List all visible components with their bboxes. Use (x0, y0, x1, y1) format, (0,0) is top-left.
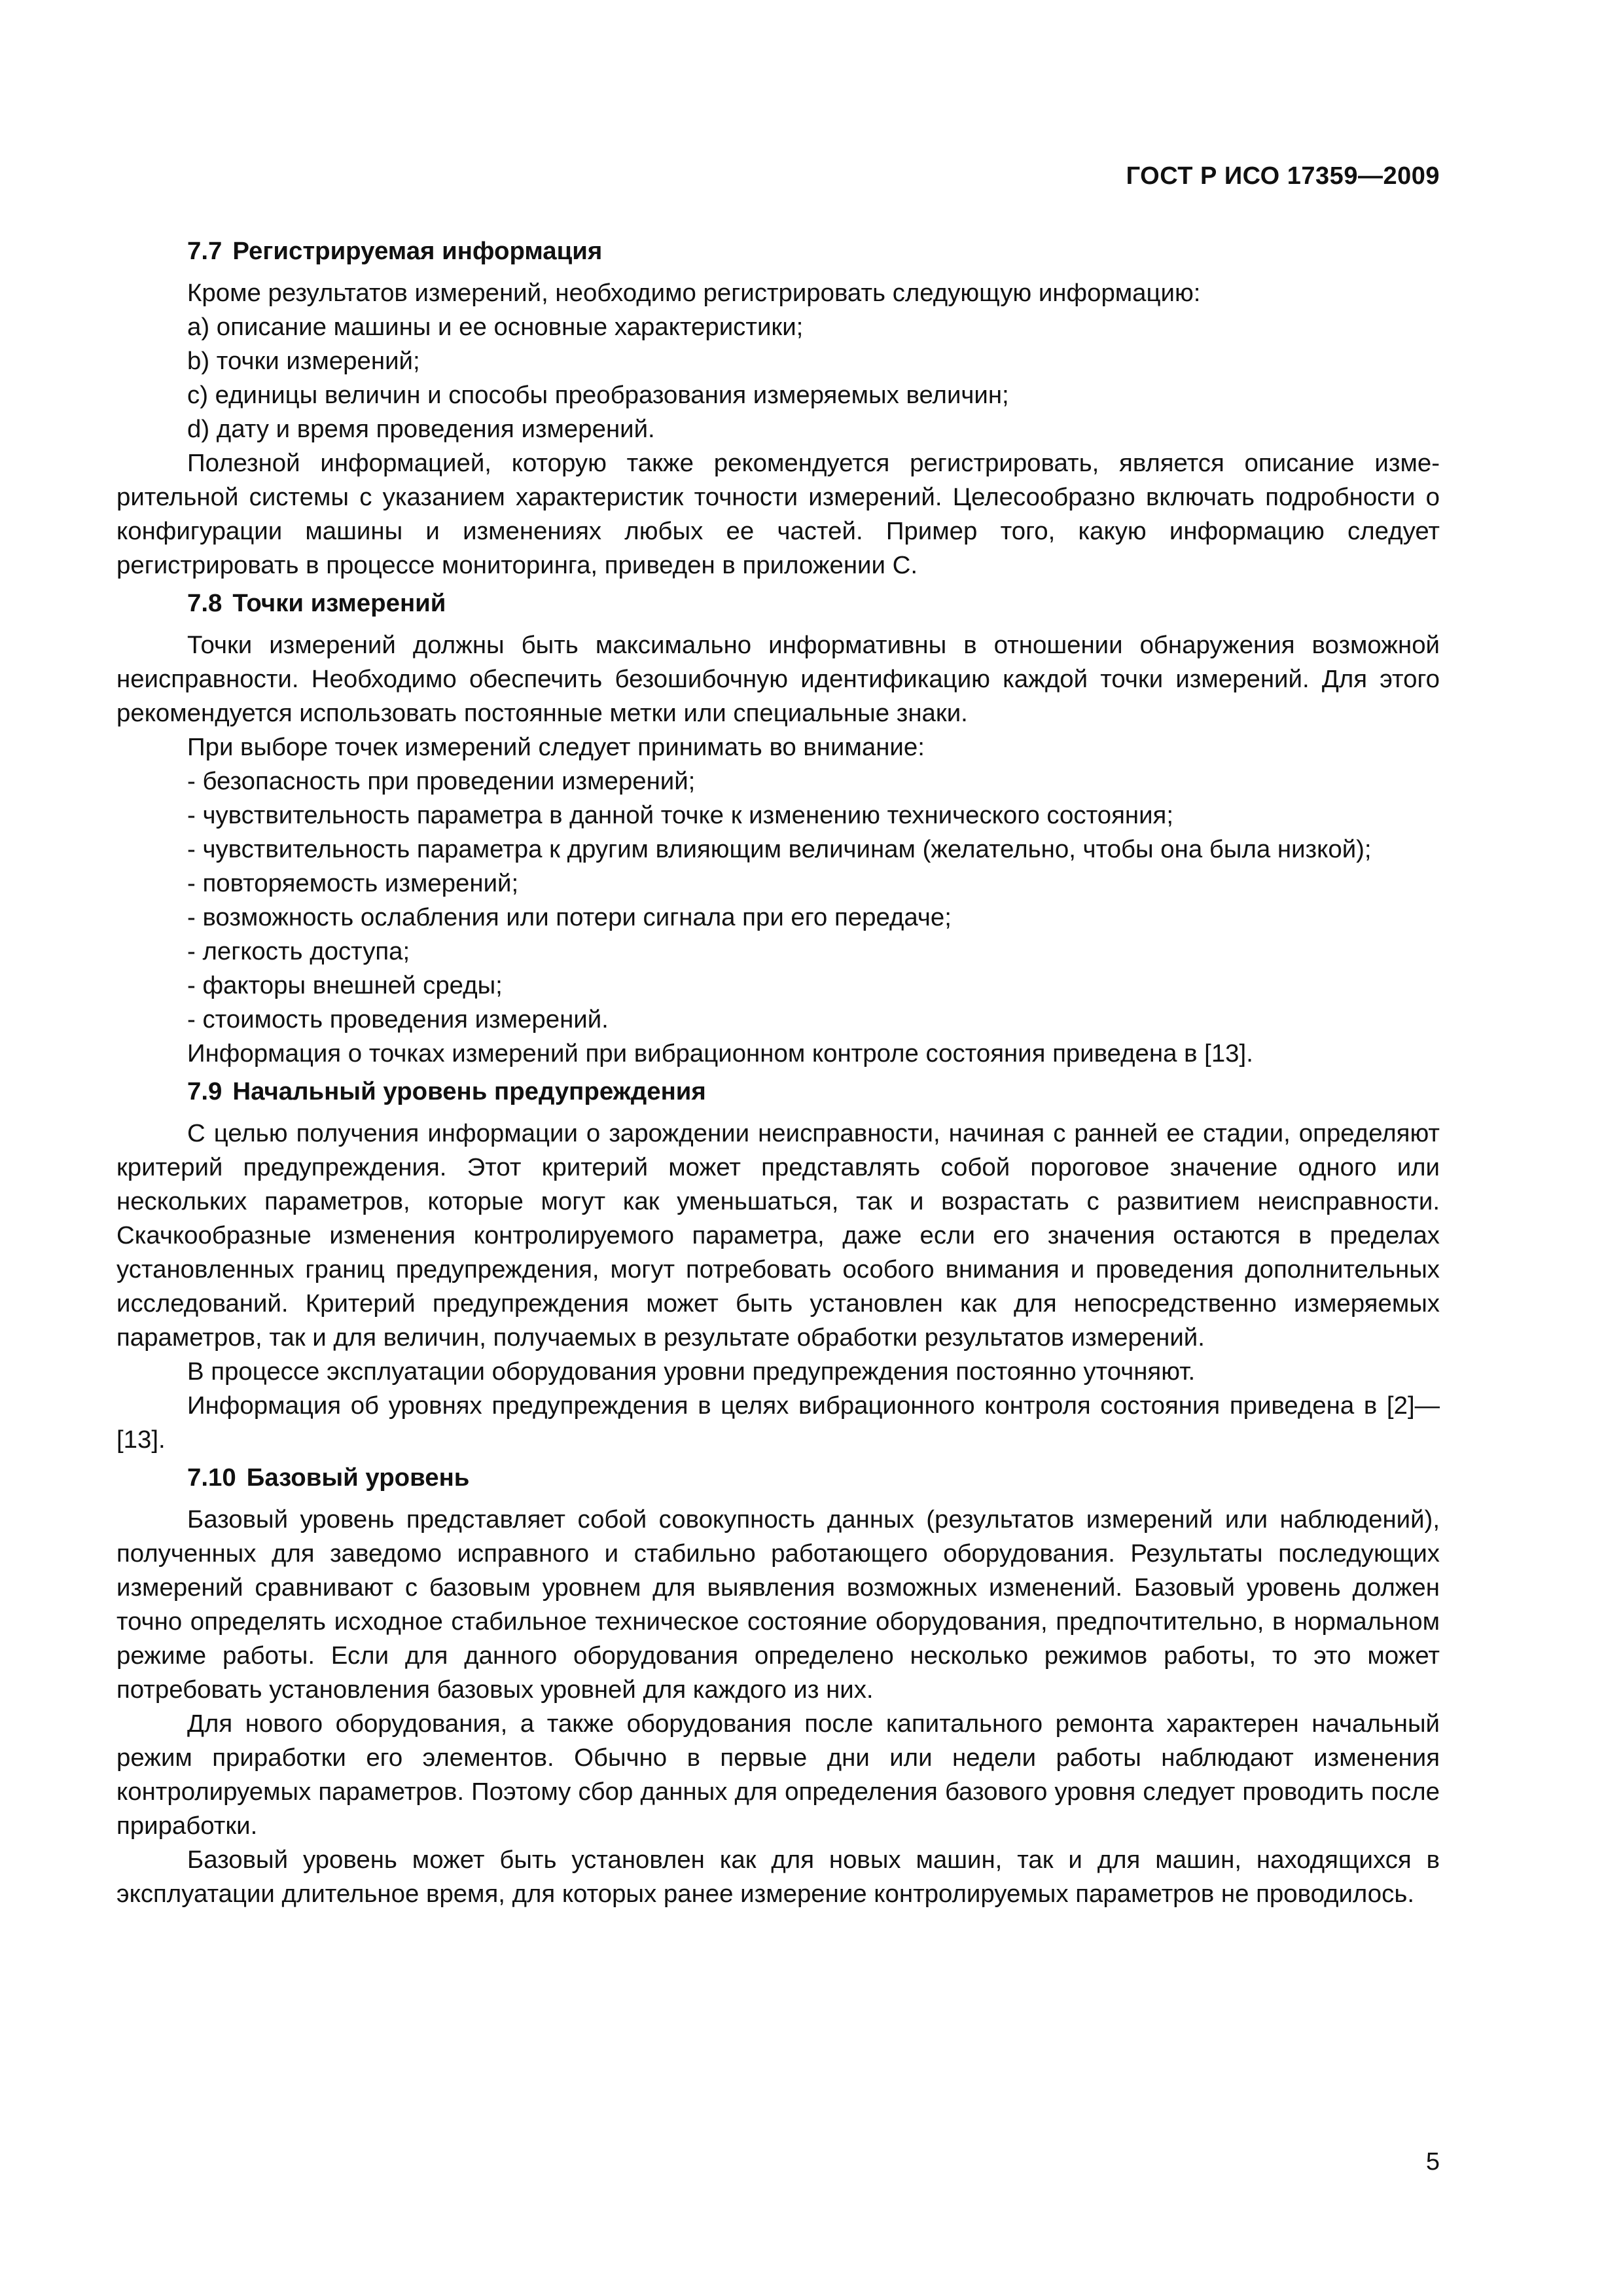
section-number: 7.8 (187, 589, 223, 617)
list-item: - чувствительность параметра в данной точке к изменению технического состояния; (187, 801, 1173, 829)
paragraph: Кроме результатов измерений, необходимо регистрировать следующую информацию: (187, 279, 1201, 307)
document-body (116, 230, 1440, 1911)
section-heading (116, 234, 1440, 268)
paragraph: Для нового оборудования, а также оборудования после капитального ремонта характерен начальный режим приработки его элементов. Обычно в первые дни или недели работы наблюдают изменения контролируемых параметров. Поэтому сбор данных для определения базового уровня следует проводить после приработки. (116, 1710, 1440, 1840)
paragraph: Информация о точках измерений при вибрационном контроле состояния приведена в [13]. (187, 1039, 1253, 1067)
section-title: Точки измерений (232, 589, 446, 617)
list-item: - стоимость проведения измерений. (187, 1005, 609, 1033)
document-code: ГОСТ Р ИСО 17359—2009 (1126, 162, 1440, 190)
section-7-9 (116, 1075, 1440, 1457)
list-item: a) описание машины и ее основные характеристики; (187, 313, 804, 341)
section-title: Базовый уровень (246, 1463, 470, 1492)
section-number: 7.9 (187, 1077, 223, 1105)
paragraph: При выборе точек измерений следует принимать во внимание: (187, 733, 925, 761)
section-heading (116, 1075, 1440, 1109)
section-number: 7.7 (187, 237, 223, 265)
list-item: - факторы внешней среды; (187, 971, 503, 999)
section-title: Регистрируемая информация (232, 237, 603, 265)
section-heading (116, 586, 1440, 620)
paragraph: Полезной информацией, которую также рекомендуется регистрировать, является описание измерительной системы с указанием характеристик точности измерений. Целесообразно включать подробности о конфигурации машины и изменениях любых ее частей. Пример того, какую информацию следует регистрировать в процессе мониторинга, приведен в приложении С. (116, 449, 1440, 579)
section-7-10 (116, 1461, 1440, 1911)
section-7-7 (116, 234, 1440, 583)
section-number: 7.10 (187, 1463, 236, 1492)
paragraph: Базовый уровень может быть установлен как для новых машин, так и для машин, находящихся в эксплуатации длительное время, для которых ранее измерение контролируемых параметров не проводилось. (116, 1846, 1440, 1908)
section-7-8 (116, 586, 1440, 1071)
paragraph: В процессе эксплуатации оборудования уровни предупреждения постоянно уточняют. (187, 1357, 1196, 1386)
section-title: Начальный уровень предупреждения (232, 1077, 706, 1105)
paragraph: Базовый уровень представляет собой совокупность данных (результатов измерений или наблюдений), полученных для заведомо исправного и стабильно работающего оборудования. Результаты последующих измерений сравнивают с базовым уровнем для выявления возможных изменений. Базовый уровень должен точно определять исходное стабильное техническое состояние оборудования, предпочтительно, в нормальном режиме работы. Если для данного оборудования определено несколько режимов работы, то это может потребовать установления базовых уровней для каждого из них. (116, 1505, 1440, 1704)
list-item: - легкость доступа; (187, 937, 410, 965)
paragraph: Точки измерений должны быть максимально информативны в отношении обнаружения возможной неисправности. Необходимо обеспечить безошибочную идентификацию каждой точки измерений. Для этого рекомендуется использовать постоянные метки или специальные знаки. (116, 631, 1440, 727)
paragraph: С целью получения информации о зарождении неисправности, начиная с ранней ее стадии, определяют критерий предупреждения. Этот критерий может представлять собой пороговое значение одного или нескольких параметров, которые могут как уменьшаться, так и возрастать с развитием неисправности. Скачкообразные изменения контролируемого параметра, даже если его значения остаются в пределах установленных границ предупреждения, могут потребовать особого внимания и проведения дополнительных исследований. Критерий предупреждения может быть установлен как для непосредственно измеряемых параметров, так и для величин, получаемых в результате обработки результатов измерений. (116, 1119, 1440, 1352)
list-item: - повторяемость измерений; (187, 869, 519, 897)
list-item: c) единицы величин и способы преобразования измеряемых величин; (187, 381, 1009, 409)
list-item: d) дату и время проведения измерений. (187, 415, 655, 443)
section-heading (116, 1461, 1440, 1495)
list-item: - безопасность при проведении измерений; (187, 767, 696, 795)
page-number: 5 (1425, 2148, 1440, 2176)
list-item: - возможность ослабления или потери сигнала при его передаче; (187, 903, 952, 931)
list-item: - чувствительность параметра к другим влияющим величинам (желательно, чтобы она была низкой); (187, 835, 1372, 863)
list-item: b) точки измерений; (187, 347, 420, 375)
paragraph: Информация об уровнях предупреждения в целях вибрационного контроля состояния приведена в [2]—[13]. (116, 1391, 1440, 1454)
